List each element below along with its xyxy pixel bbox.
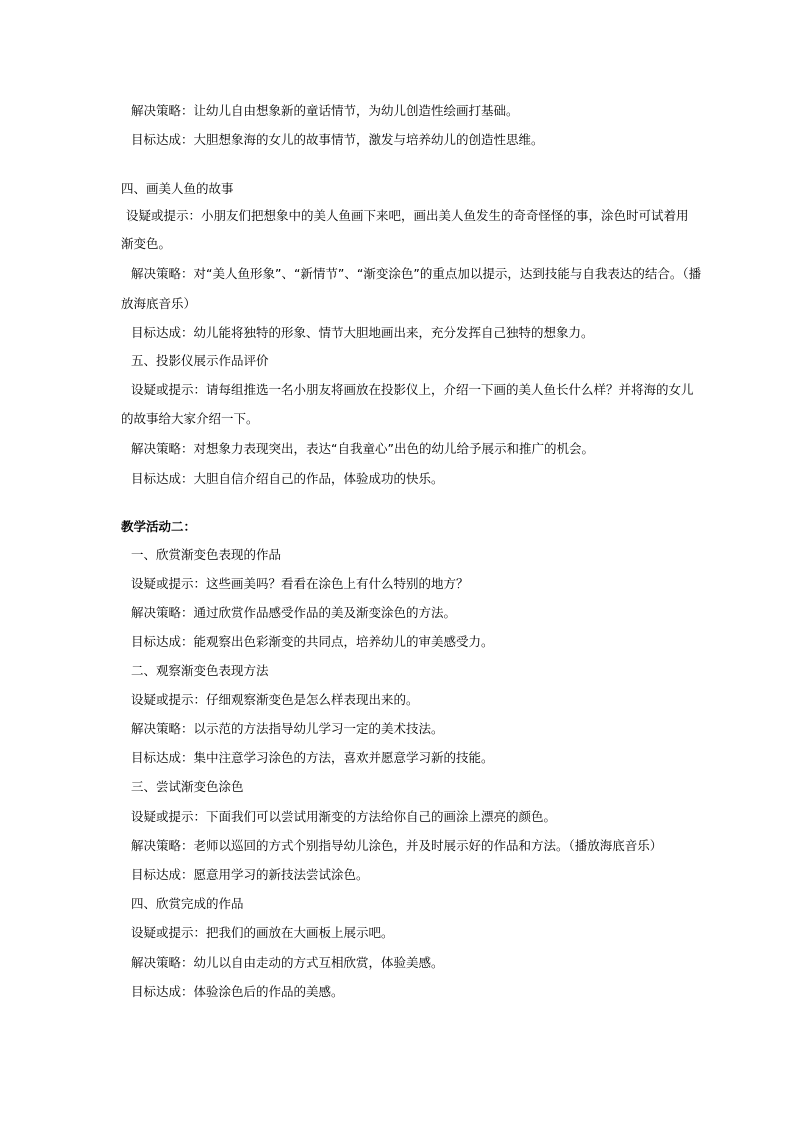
text-line: 目标达成：能观察出色彩渐变的共同点，培养幼儿的审美感受力。 bbox=[131, 634, 494, 649]
text-line: 设疑或提示：下面我们可以尝试用渐变的方法给你自己的画涂上漂亮的颜色。 bbox=[131, 809, 557, 824]
text-line: 目标达成：集中注意学习涂色的方法，喜欢并愿意学习新的技能。 bbox=[131, 750, 494, 765]
section-heading: 四、画美人鱼的故事 bbox=[121, 181, 234, 196]
text-line: 目标达成：愿意用学习的新技法尝试涂色。 bbox=[131, 867, 369, 882]
text-line: 设疑或提示：这些画美吗？看看在涂色上有什么特别的地方？ bbox=[131, 576, 469, 591]
text-line: 目标达成：大胆想象海的女儿的故事情节，激发与培养幼儿的创造性思维。 bbox=[131, 132, 544, 147]
section-heading: 三、尝试渐变色涂色 bbox=[131, 779, 244, 794]
text-line: 设疑或提示：把我们的画放在大画板上展示吧。 bbox=[131, 925, 394, 940]
text-line: 渐变色。 bbox=[121, 236, 172, 251]
text-line: 目标达成：大胆自信介绍自己的作品，体验成功的快乐。 bbox=[131, 471, 444, 486]
section-heading: 四、欣赏完成的作品 bbox=[131, 896, 244, 911]
section-heading: 五、投影仪展示作品评价 bbox=[131, 353, 269, 368]
text-line: 解决策略：幼儿以自由走动的方式互相欣赏，体验美感。 bbox=[131, 955, 444, 970]
text-line: 解决策略：老师以巡回的方式个别指导幼儿涂色，并及时展示好的作品和方法。（播放海底音乐） bbox=[131, 838, 663, 853]
text-line: 设疑或提示：请每组推选一名小朋友将画放在投影仪上，介绍一下画的美人鱼长什么样？并将海的女儿 bbox=[131, 382, 694, 397]
text-line: 解决策略：对想象力表现突出，表达“自我童心”出色的幼儿给予展示和推广的机会。 bbox=[131, 441, 594, 456]
text-line: 目标达成：幼儿能将独特的形象、情节大胆地画出来，充分发挥自己独特的想象力。 bbox=[131, 325, 594, 340]
text-line: 解决策略：对“美人鱼形象”、“新情节”、“渐变涂色”的重点加以提示，达到技能与自我表达的结合。（播 bbox=[131, 266, 702, 281]
text-line: 目标达成：体验涂色后的作品的美感。 bbox=[131, 984, 344, 999]
text-line: 设疑或提示：小朋友们把想象中的美人鱼画下来吧，画出美人鱼发生的奇奇怪怪的事，涂色时可试着用 bbox=[126, 208, 689, 223]
text-line: 放海底音乐） bbox=[121, 296, 197, 311]
text-line: 解决策略：让幼儿自由想象新的童话情节，为幼儿创造性绘画打基础。 bbox=[131, 103, 519, 118]
activity-heading: 教学活动二： bbox=[121, 519, 197, 534]
section-heading: 二、观察渐变色表现方法 bbox=[131, 663, 269, 678]
text-line: 解决策略：通过欣赏作品感受作品的美及渐变涂色的方法。 bbox=[131, 605, 457, 620]
text-line: 设疑或提示：仔细观察渐变色是怎么样表现出来的。 bbox=[131, 692, 419, 707]
section-heading: 一、欣赏渐变色表现的作品 bbox=[131, 547, 282, 562]
text-line: 解决策略：以示范的方法指导幼儿学习一定的美术技法。 bbox=[131, 721, 444, 736]
text-line: 的故事给大家介绍一下。 bbox=[121, 411, 259, 426]
